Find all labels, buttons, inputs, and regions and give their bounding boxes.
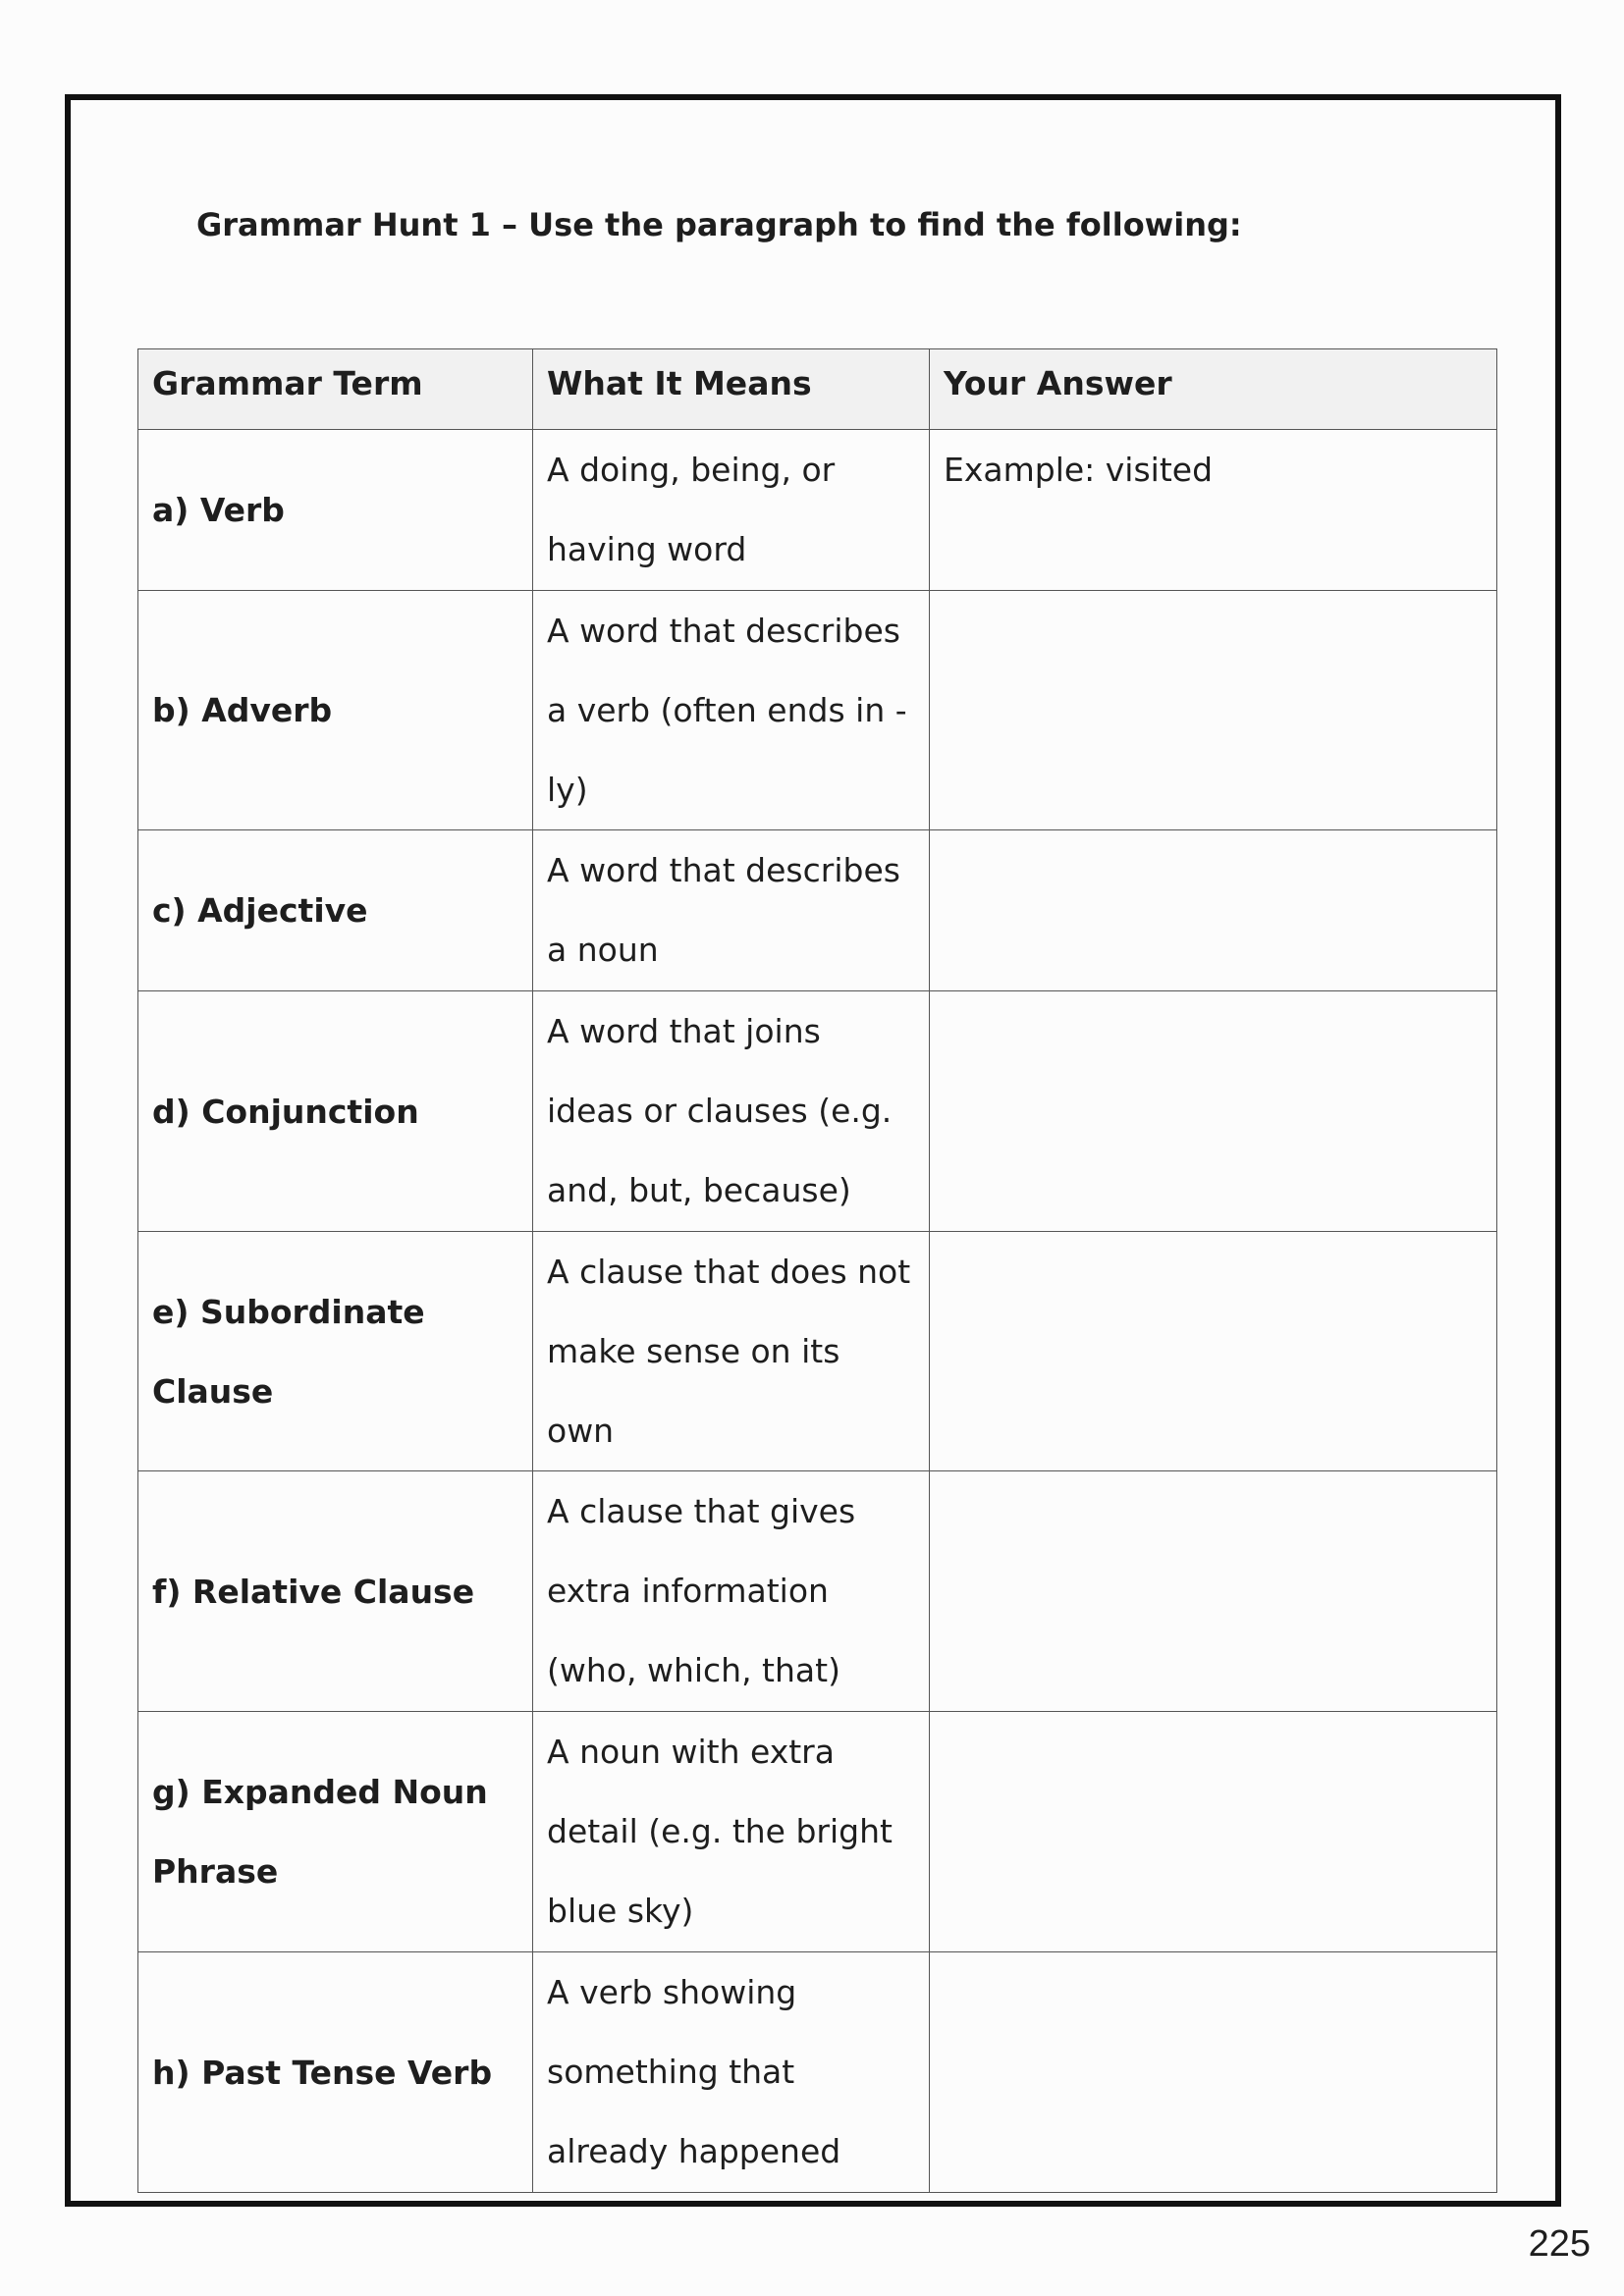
table-row [138,1952,1497,2193]
answer-cell[interactable] [930,830,1497,991]
answer-cell[interactable] [930,1952,1497,2193]
table-row [138,430,1497,591]
table-row [138,591,1497,830]
meaning-cell: A noun with extra detail (e.g. the bright blue sky) [533,1712,930,1952]
meaning-cell: A word that describes a noun [533,830,930,991]
answer-cell[interactable] [930,991,1497,1232]
term-cell: b) Adverb [138,591,533,830]
answer-cell[interactable] [930,1471,1497,1712]
answer-cell[interactable] [930,591,1497,830]
grammar-table [137,348,1497,2193]
table-row [138,830,1497,991]
table-row [138,1471,1497,1712]
page-number: 225 [1528,2223,1591,2265]
answer-cell[interactable]: Example: visited [930,430,1497,591]
meaning-cell: A word that describes a verb (often ends in -ly) [533,591,930,830]
header-your-answer: Your Answer [930,349,1497,430]
answer-cell[interactable] [930,1232,1497,1471]
term-cell: d) Conjunction [138,991,533,1232]
term-cell: f) Relative Clause [138,1471,533,1712]
worksheet-heading: Grammar Hunt 1 – Use the paragraph to find the following: [196,206,1242,243]
term-cell: g) Expanded Noun Phrase [138,1712,533,1952]
term-cell: c) Adjective [138,830,533,991]
meaning-cell: A doing, being, or having word [533,430,930,591]
meaning-cell: A word that joins ideas or clauses (e.g. and, but, because) [533,991,930,1232]
meaning-cell: A verb showing something that already happened [533,1952,930,2193]
header-what-it-means: What It Means [533,349,930,430]
term-cell: e) Subordinate Clause [138,1232,533,1471]
answer-cell[interactable] [930,1712,1497,1952]
meaning-cell: A clause that does not make sense on its own [533,1232,930,1471]
table-row [138,991,1497,1232]
header-grammar-term: Grammar Term [138,349,533,430]
term-cell: h) Past Tense Verb [138,1952,533,2193]
term-cell: a) Verb [138,430,533,591]
table-header-row [138,349,1497,430]
meaning-cell: A clause that gives extra information (who, which, that) [533,1471,930,1712]
table-row [138,1712,1497,1952]
table-row [138,1232,1497,1471]
